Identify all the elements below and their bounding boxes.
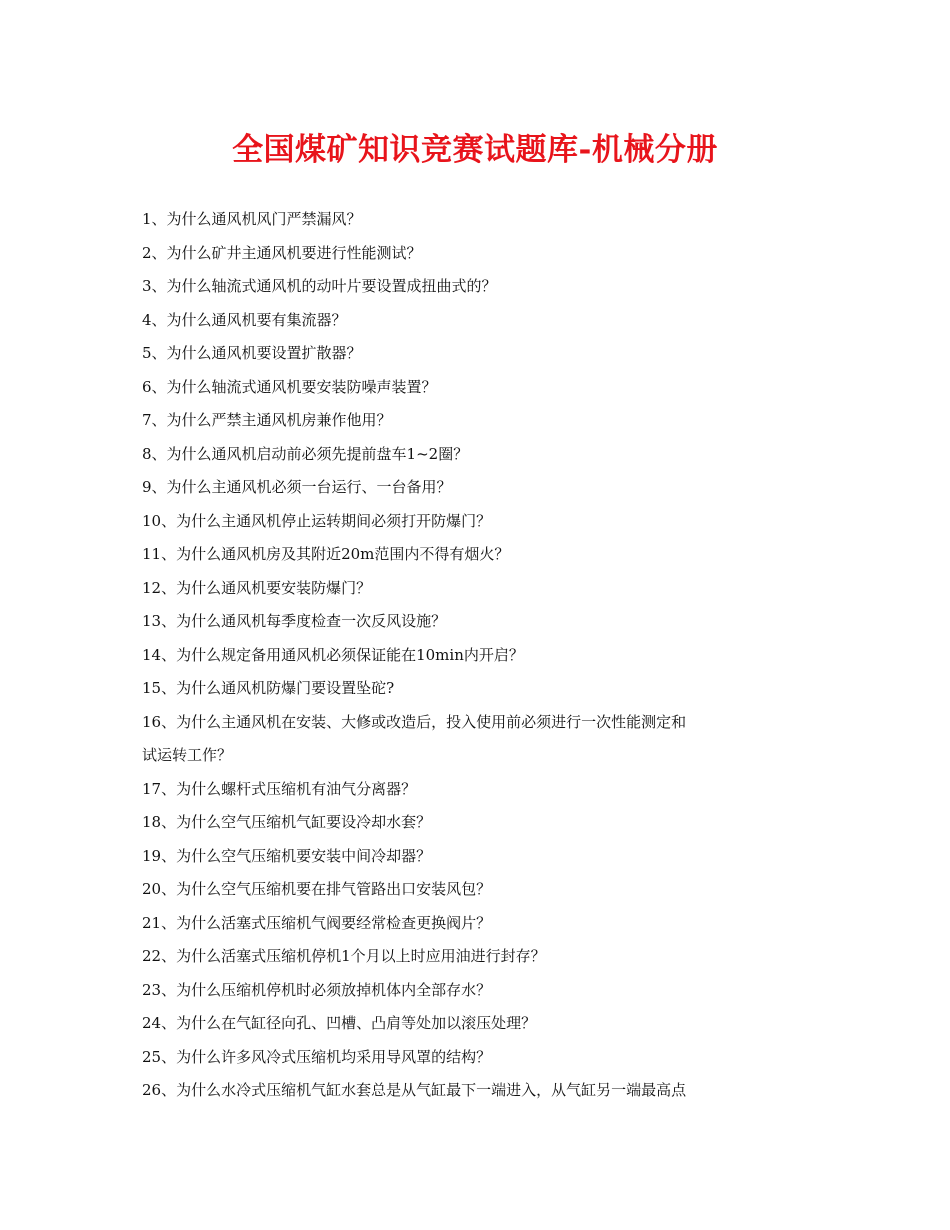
document-title: 全国煤矿知识竞赛试题库-机械分册 bbox=[232, 132, 718, 168]
question-line: 18、为什么空气压缩机气缸要设冷却水套？ bbox=[142, 813, 432, 831]
question-list bbox=[142, 203, 822, 1108]
question-line: 9、为什么主通风机必须一台运行、一台备用？ bbox=[142, 478, 452, 496]
question-line: 16、为什么主通风机在安装、大修或改造后，投入使用前必须进行一次性能测定和 bbox=[142, 712, 687, 731]
question-line: 1、为什么通风机风门严禁漏风？ bbox=[142, 210, 362, 228]
question-line: 14、为什么规定备用通风机必须保证能在10min内开启？ bbox=[142, 645, 524, 664]
question-line: 2、为什么矿井主通风机要进行性能测试？ bbox=[142, 243, 422, 262]
question-line-continuation: 试运转工作？ bbox=[142, 746, 233, 764]
question-line: 21、为什么活塞式压缩机气阀要经常检查更换阀片？ bbox=[142, 913, 492, 932]
question-line: 20、为什么空气压缩机要在排气管路出口安装风包？ bbox=[142, 880, 492, 898]
question-line: 23、为什么压缩机停机时必须放掉机体内全部存水？ bbox=[142, 980, 492, 999]
question-line: 15、为什么通风机防爆门要设置坠砣? bbox=[142, 679, 395, 697]
question-line: 3、为什么轴流式通风机的动叶片要设置成扭曲式的？ bbox=[142, 277, 497, 295]
question-line: 10、为什么主通风机停止运转期间必须打开防爆门？ bbox=[142, 511, 492, 530]
question-line: 12、为什么通风机要安装防爆门？ bbox=[142, 578, 372, 597]
question-line: 8、为什么通风机启动前必须先提前盘车1~2圈？ bbox=[142, 444, 469, 463]
question-line: 19、为什么空气压缩机要安装中间冷却器？ bbox=[142, 846, 432, 865]
question-line: 5、为什么通风机要设置扩散器？ bbox=[142, 344, 362, 362]
question-line: 25、为什么许多风冷式压缩机均采用导风罩的结构？ bbox=[142, 1047, 492, 1066]
question-line: 24、为什么在气缸径向孔、凹槽、凸肩等处加以滚压处理？ bbox=[142, 1014, 537, 1032]
question-line: 7、为什么严禁主通风机房兼作他用？ bbox=[142, 411, 392, 429]
question-line: 4、为什么通风机要有集流器？ bbox=[142, 310, 347, 329]
question-line: 22、为什么活塞式压缩机停机1个月以上时应用油进行封存？ bbox=[142, 947, 546, 965]
question-line: 17、为什么螺杆式压缩机有油气分离器？ bbox=[142, 779, 417, 798]
question-line: 26、为什么水冷式压缩机气缸水套总是从气缸最下一端进入，从气缸另一端最高点 bbox=[142, 1081, 687, 1099]
question-line: 11、为什么通风机房及其附近20m范围内不得有烟火？ bbox=[142, 545, 510, 563]
question-line: 13、为什么通风机每季度检查一次反风设施？ bbox=[142, 612, 447, 630]
question-line: 6、为什么轴流式通风机要安装防噪声装置？ bbox=[142, 377, 437, 396]
